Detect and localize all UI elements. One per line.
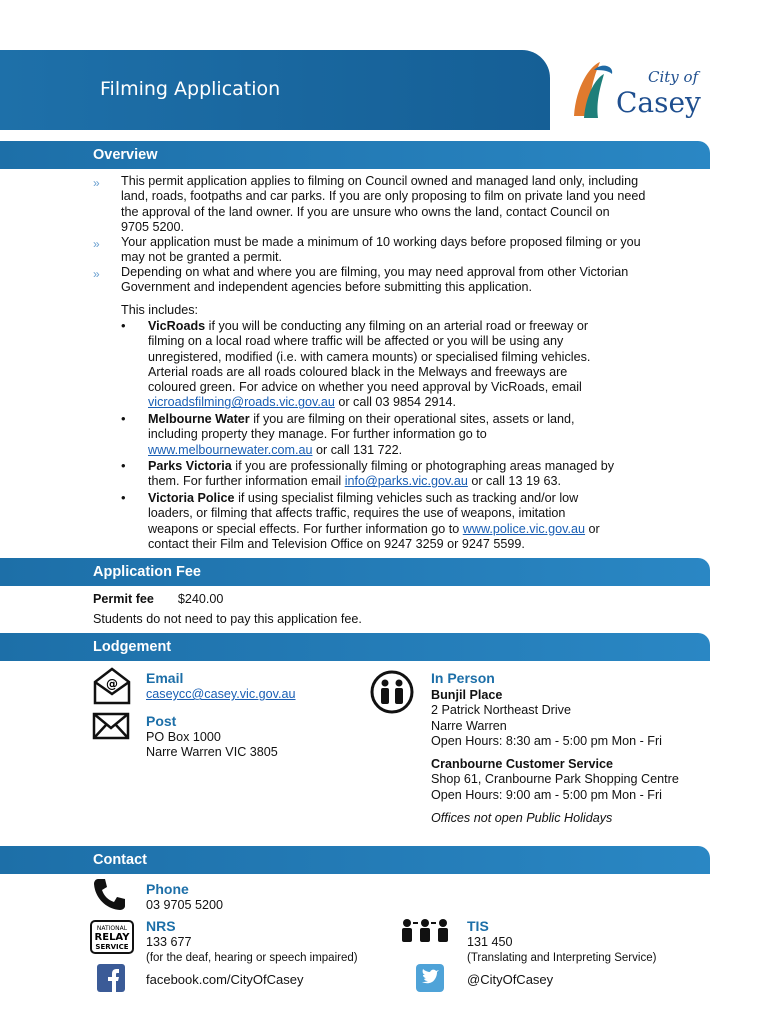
vicroads-email-link[interactable]: vicroadsfilming@roads.vic.gov.au [148,395,335,410]
facebook-icon [97,964,125,992]
logo-text-top: City of [648,68,699,86]
bullet-marker: » [93,176,100,190]
melbourne-water-item: Melbourne Water if you are filming on their operational sites, assets or land, including property they manage. For further information go to www.melbournewater.com.au or call 131 722. [148,412,575,457]
permit-fee-amount: $240.00 [177,592,224,606]
email-title: Email [146,670,184,686]
lodgement-header [0,633,710,661]
contact-heading: Contact [93,852,147,868]
contact-header [0,846,710,874]
melbourne-water-link[interactable]: www.melbournewater.com.au [148,442,313,457]
nrs-badge-icon [90,920,134,954]
fee-header [0,558,710,586]
email-icon [92,666,132,706]
post-address: PO Box 1000 Narre Warren VIC 3805 [146,730,278,760]
twitter-handle[interactable]: @CityOfCasey [467,972,554,987]
twitter-icon [416,964,444,992]
nrs-value: 133 677 [146,935,192,949]
phone-icon [92,876,128,912]
parks-victoria-item: Parks Victoria if you are professionally filming or photographing areas managed by them. For further information email info@parks.vic.gov.au or call 13 19 63. [148,459,615,489]
list-dot: • [121,411,126,426]
facebook-link[interactable]: facebook.com/CityOfCasey [146,972,304,987]
overview-item-2: Your application must be made a minimum of 10 working days before proposed filming or you may not be granted a permit. [121,235,641,265]
svg-text:RELAY: RELAY [94,932,130,943]
lodgement-heading: Lodgement [93,639,172,655]
nrs-note: (for the deaf, hearing or speech impaired) [146,952,358,964]
bunjil-place-block: Bunjil Place 2 Patrick Northeast Drive Narre Warren Open Hours: 8:30 am - 5:00 pm Mon - Fri [431,688,662,748]
svg-text:SERVICE: SERVICE [95,943,129,951]
phone-value: 03 9705 5200 [146,898,224,912]
tis-value: 131 450 [467,935,513,949]
tis-people-icon [400,918,450,944]
lodgement-email-link[interactable]: caseycc@casey.vic.gov.au [146,687,296,701]
fee-note: Students do not need to pay this application fee. [93,612,362,626]
page-title: Filming Application [100,78,281,100]
includes-label: This includes: [121,303,198,317]
tis-note: (Translating and Interpreting Service) [467,952,657,964]
permit-fee-label: Permit fee [93,592,154,606]
overview-header [0,141,710,169]
bullet-marker: » [93,267,100,281]
nrs-title: NRS [146,918,176,934]
list-dot: • [121,318,126,333]
city-of-casey-logo [570,56,710,122]
fee-heading: Application Fee [93,564,201,580]
phone-title: Phone [146,881,189,897]
svg-text:@: @ [106,677,118,691]
holidays-note: Offices not open Public Holidays [431,811,613,825]
list-dot: • [121,458,126,473]
victoria-police-item: Victoria Police if using specialist filming vehicles such as tracking and/or low loaders, or filming that affects traffic, requires the use of weapons, imitation weapons or special effects. For further information go to www.police.vic.gov.au or contact their Film and Television Office on 9247 3259 or 9247 5599. [148,491,600,551]
svg-text:NATIONAL: NATIONAL [96,925,128,932]
cranbourne-block: Cranbourne Customer Service Shop 61, Cranbourne Park Shopping Centre Open Hours: 9:00 am - 5:00 pm Mon - Fri [431,757,679,802]
logo-text-bottom: Casey [616,86,701,119]
police-link[interactable]: www.police.vic.gov.au [462,521,586,536]
tis-title: TIS [467,918,489,934]
overview-item-3: Depending on what and where you are filming, you may need approval from other Victorian Government and independent agencies before submitting this application. [121,265,629,295]
permit-fee-row [93,592,223,607]
parks-email-link[interactable]: info@parks.vic.gov.au [344,474,468,489]
in-person-title: In Person [431,670,495,686]
post-envelope-icon [92,712,130,740]
overview-item-1: This permit application applies to filming on Council owned and managed land only, including land, roads, footpaths and car parks. If you are only proposing to film on private land you need the approval of the land owner. If you are unsure who owns the land, contact Council on 9705 5200. [121,174,646,234]
list-dot: • [121,490,126,505]
bullet-marker: » [93,237,100,251]
header-banner [0,50,550,130]
in-person-icon [370,670,414,714]
vicroads-item: VicRoads if you will be conducting any filming on an arterial road or freeway or filming on a local road where traffic will be affected or you will be using any unregistered, modified (i.e. with camera mounts) or specialised filming vehicles. Arterial roads are all roads coloured black in the Melways and freeways are coloured green. For advice on whether you need approval by VicRoads, email vicroadsfilming@roads.vic.gov.au or call 03 9854 2914. [148,319,591,410]
overview-heading: Overview [93,147,158,163]
post-title: Post [146,713,177,729]
